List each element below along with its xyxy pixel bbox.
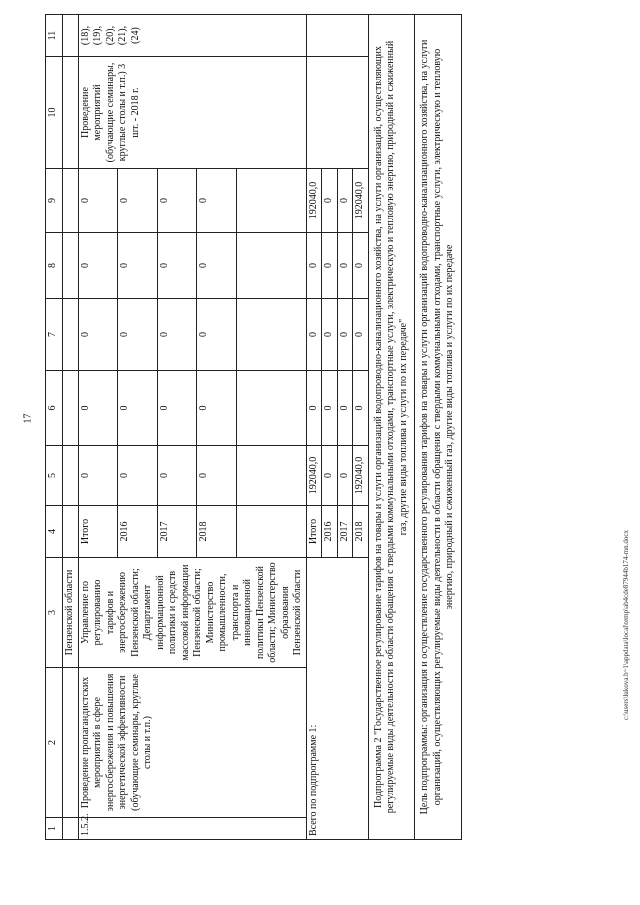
header-cell: 8 — [46, 233, 63, 299]
value-cell: 0 — [322, 371, 338, 446]
value-cell: 0 — [157, 233, 197, 299]
subprogram-goal: Цель подпрограммы: организация и осуществление государственного регулирования тарифов на товары и услуги организаций водопроводно-канализационного хозяйства, на услуги организаций, осуществляющих регулируемые виды деятельности в области обращения с твердыми коммунальными отходами, транспортные услуги, электрическую и тепловую энергию, природный и сжиженный газ, другие виды топлива и услуги по их передаче — [415, 15, 462, 840]
year-cell: 2016 — [322, 506, 338, 558]
file-path-footer: c:\users\lukova.b~1\appdata\local\temp\ab4cde87944b174-mn.docx — [622, 529, 630, 720]
value-cell: 0 — [118, 233, 158, 299]
year-cell: 2017 — [337, 506, 353, 558]
value-cell: 0 — [78, 446, 118, 506]
expected-result: Проведение мероприятий (обучающие семинары, круглые столы и т.п.) 3 шт. - 2018 г. — [78, 57, 306, 169]
value-cell: 0 — [157, 371, 197, 446]
subprogram-title: Подпрограмма 2 "Государственное регулирование тарифов на товары и услуги организаций водопроводно-канализационного хозяйства, на услуги организаций, осуществляющих регулируемые виды деятельности в области обращения с твердыми коммунальными отходами, транспортные услуги, электрическую и тепловую энергию, природный и сжиженный газ, другие виды топлива и услуги по их передаче" — [368, 15, 415, 840]
value-cell: 0 — [118, 169, 158, 233]
value-cell: 0 — [118, 299, 158, 371]
row-number: 1.5.2. — [78, 818, 306, 840]
goal-row — [415, 15, 462, 840]
value-cell: 0 — [306, 299, 322, 371]
measure-name: Проведение пропагандистских мероприятий в сфере энергосбережения и повышения энергетической эффективности (обучающие семинары, круглые столы и т.п.) — [78, 668, 306, 818]
value-cell: 0 — [78, 299, 118, 371]
value-cell: 0 — [322, 169, 338, 233]
year-cell: 2018 — [353, 506, 369, 558]
value-cell: 0 — [337, 371, 353, 446]
value-cell: 0 — [306, 233, 322, 299]
header-cell: 3 — [46, 558, 63, 668]
value-cell: 0 — [197, 371, 237, 446]
total-row — [306, 15, 322, 840]
value-cell: 192040,0 — [353, 169, 369, 233]
value-cell: 0 — [157, 169, 197, 233]
executors: Управление по регулированию тарифов и энергосбережению Пензенской области; Департамент информационной политики и средств массовой информации Пензенской области; Министерство промышленности, транспорта и инновационной политики Пензенской области; Министерство образования Пензенской области — [78, 558, 306, 668]
value-cell: 0 — [306, 371, 322, 446]
value-cell: 0 — [78, 371, 118, 446]
indicator-refs: (18), (19), (20), (21), (24) — [78, 15, 306, 57]
value-cell: 192040,0 — [306, 169, 322, 233]
value-cell: 0 — [78, 169, 118, 233]
value-cell: 0 — [197, 233, 237, 299]
value-cell: 0 — [322, 299, 338, 371]
header-cell: 7 — [46, 299, 63, 371]
year-cell: Итого — [78, 506, 118, 558]
value-cell: 0 — [353, 233, 369, 299]
program-table — [45, 14, 462, 840]
header-cell: 1 — [46, 818, 63, 840]
header-cell: 11 — [46, 15, 63, 57]
value-cell: 0 — [322, 446, 338, 506]
header-cell: 6 — [46, 371, 63, 446]
value-cell: 0 — [157, 446, 197, 506]
header-row — [46, 15, 63, 840]
value-cell: 0 — [197, 446, 237, 506]
year-cell: 2017 — [157, 506, 197, 558]
value-cell: 0 — [353, 299, 369, 371]
value-cell: 0 — [337, 169, 353, 233]
page-number: 17 — [22, 413, 34, 424]
value-cell: 192040,0 — [306, 446, 322, 506]
header-cell: 10 — [46, 57, 63, 169]
value-cell: 0 — [78, 233, 118, 299]
value-cell: 0 — [197, 299, 237, 371]
value-cell: 192040,0 — [353, 446, 369, 506]
table-row — [78, 15, 118, 840]
header-cell: 2 — [46, 668, 63, 818]
year-cell: 2016 — [118, 506, 158, 558]
subprogram-row — [368, 15, 415, 840]
year-cell: 2018 — [197, 506, 237, 558]
value-cell: 0 — [118, 371, 158, 446]
value-cell: 0 — [337, 299, 353, 371]
continuation-row — [63, 15, 79, 840]
total-label: Всего по подпрограмме 1: — [306, 558, 368, 840]
value-cell: 0 — [118, 446, 158, 506]
rotated-page — [45, 15, 565, 840]
header-cell: 9 — [46, 169, 63, 233]
value-cell: 0 — [337, 233, 353, 299]
header-cell: 5 — [46, 446, 63, 506]
continued-executor: Пензенской области — [63, 558, 79, 668]
value-cell: 0 — [337, 446, 353, 506]
header-cell: 4 — [46, 506, 63, 558]
year-cell: Итого — [306, 506, 322, 558]
value-cell: 0 — [353, 371, 369, 446]
value-cell: 0 — [197, 169, 237, 233]
value-cell: 0 — [157, 299, 197, 371]
value-cell: 0 — [322, 233, 338, 299]
